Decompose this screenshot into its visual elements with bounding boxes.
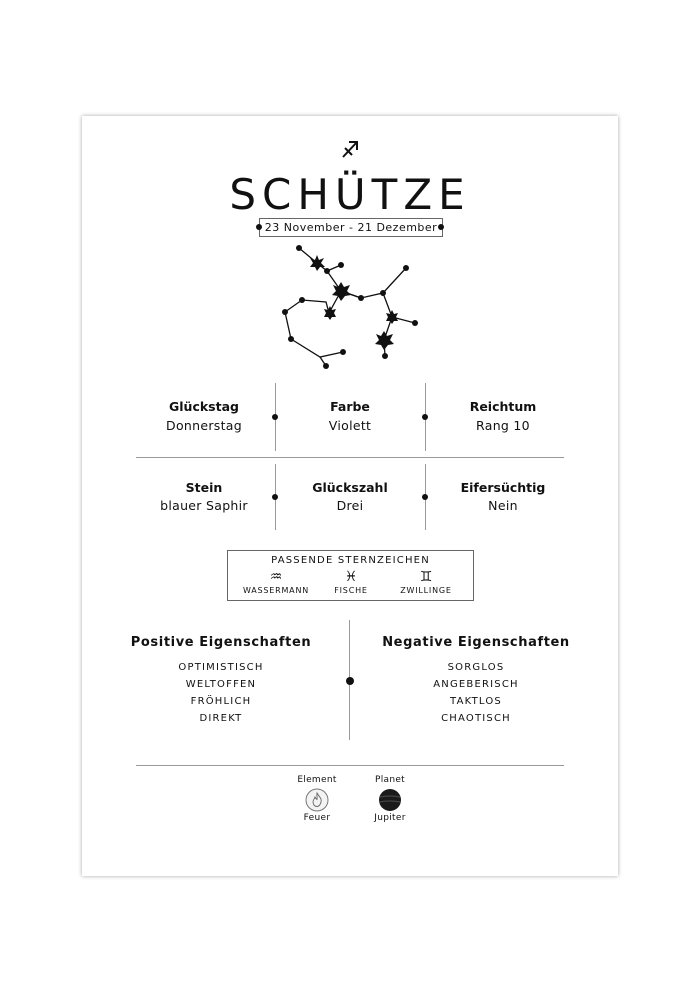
fact-label: Stein [185,480,223,495]
fact-value: Drei [336,498,364,513]
fact-value: Violett [328,418,372,433]
pisces-icon: ♓ [344,569,358,585]
negative-traits-heading: Negative Eigenschaften [382,635,570,650]
sagittarius-arrow-icon [340,138,360,160]
fact-value: Nein [488,498,518,513]
element-label: Element [297,775,337,785]
fact-value: blauer Saphir [160,498,248,513]
gemini-icon: ♊ [419,569,433,585]
sign-name: FISCHE [334,586,368,595]
aquarius-icon: ♒ [269,569,283,585]
element-value: Feuer [303,813,331,823]
fact-label: Farbe [330,399,370,414]
date-range: 23 November - 21 Dezember [259,218,443,237]
compatible-signs-box [227,550,474,601]
positive-trait: WELTOFFEN [185,679,257,690]
positive-trait: DIREKT [199,713,243,724]
compatible-signs-title: PASSENDE STERNZEICHEN [271,555,430,566]
fire-element-icon [305,788,329,812]
fact-label: Glückszahl [312,480,388,495]
divider-horizontal [136,765,564,766]
fact-label: Glückstag [169,399,239,414]
negative-trait: CHAOTISCH [441,713,511,724]
positive-traits-heading: Positive Eigenschaften [130,635,312,650]
divider-dot [346,677,354,685]
jupiter-planet-icon [378,788,402,812]
fact-value: Donnerstag [166,418,242,433]
negative-trait: SORGLOS [447,662,505,673]
page-title: SCHÜTZE [229,170,471,219]
fact-label: Eifersüchtig [460,480,546,495]
positive-trait: OPTIMISTISCH [178,662,264,673]
fact-label: Reichtum [469,399,537,414]
negative-trait: ANGEBERISCH [433,679,519,690]
positive-trait: FRÖHLICH [190,696,252,707]
planet-label: Planet [374,775,405,785]
fact-value: Rang 10 [476,418,530,433]
date-range-right-dot [438,224,444,230]
sign-name: WASSERMANN [242,586,310,595]
divider-horizontal [136,457,564,458]
negative-trait: TAKTLOS [450,696,502,707]
constellation-diagram [270,240,430,370]
sign-name: ZWILLINGE [400,586,452,595]
date-range-left-dot [256,224,262,230]
planet-value: Jupiter [374,813,406,823]
